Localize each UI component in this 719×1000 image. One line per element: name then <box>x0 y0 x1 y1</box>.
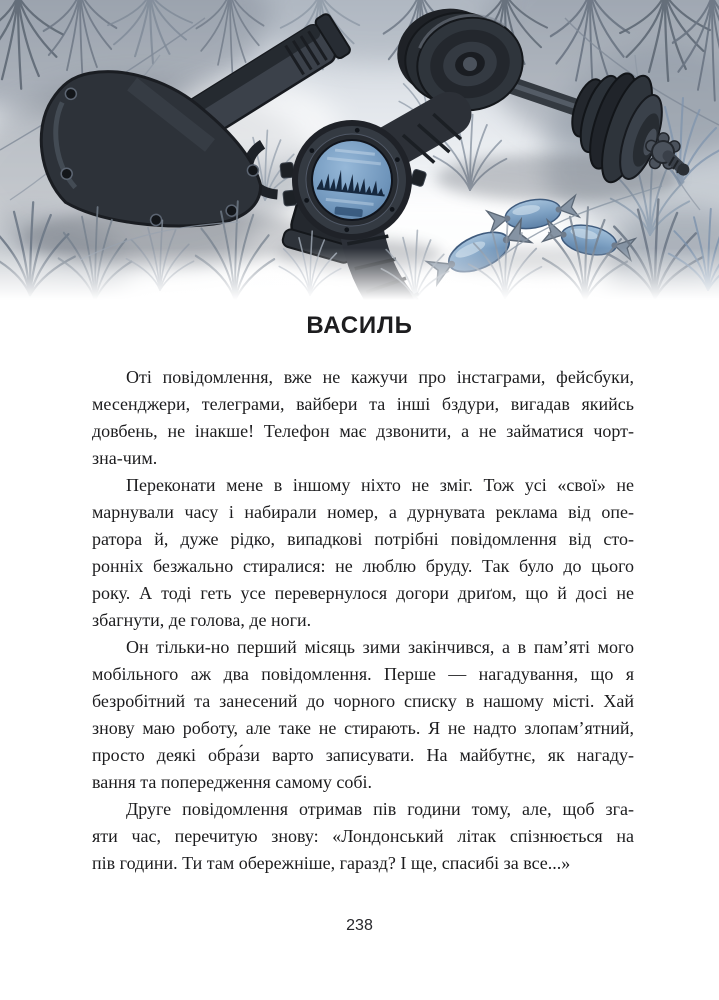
text-line: зна-чим. <box>92 448 158 468</box>
chapter-title: ВАСИЛЬ <box>306 312 413 339</box>
text-line: Оті повідомлення, вже не кажучи про інстаграми, фейсбуки, <box>126 367 634 387</box>
text-line: ронніх безжально стиралися: не люблю бруду. Так було до цього <box>92 556 634 576</box>
page-number: 238 <box>346 917 373 934</box>
text-line: довбень, не інакше! Телефон має дзвонити, а не займатися чорт- <box>92 421 634 441</box>
text-line: Он тільки-но перший місяць зими закінчився, а в пам’яті мого <box>126 637 634 657</box>
body-text <box>92 364 634 877</box>
text-line: мобільного аж два повідомлення. Перше — нагадування, що я <box>92 664 634 684</box>
text-line: пів години. Ти там обережніше, гаразд? І ще, спасибі за все...» <box>92 853 571 873</box>
text-line: просто деякі обра́зи варто записувати. На майбутнє, як нагаду- <box>92 745 634 765</box>
text-line: безробітний та занесений до чорного списку в нашому місті. Хай <box>92 691 634 711</box>
text-line: знову маю роботу, але таке не стирають. Я не надто злопам’ятний, <box>92 718 634 738</box>
illustration-bottom-fade <box>0 248 719 300</box>
text-line: яти час, перечитую знову: «Лондонський літак спізнюється на <box>92 826 634 846</box>
text-line: месенджери, телеграми, вайбери та інші бздури, вигадав якийсь <box>92 394 634 414</box>
text-line: марнували часу і набирали номер, а дурнувата реклама від опе- <box>92 502 634 522</box>
chapter-illustration <box>0 0 719 300</box>
text-line: збагнути, де голова, де ноги. <box>92 610 312 630</box>
text-line: Друге повідомлення отримав пів години тому, але, щоб зга- <box>126 799 634 819</box>
text-line: вання та попередження самому собі. <box>92 772 373 792</box>
text-line: ратора й, дуже рідко, випадкові потрібні повідомлення від сто- <box>92 529 634 549</box>
text-line: Переконати мене в іншому ніхто не зміг. Тож усі «свої» не <box>126 475 634 495</box>
text-line: року. А тоді геть усе перевернулося догори дриґом, що й досі не <box>92 583 634 603</box>
